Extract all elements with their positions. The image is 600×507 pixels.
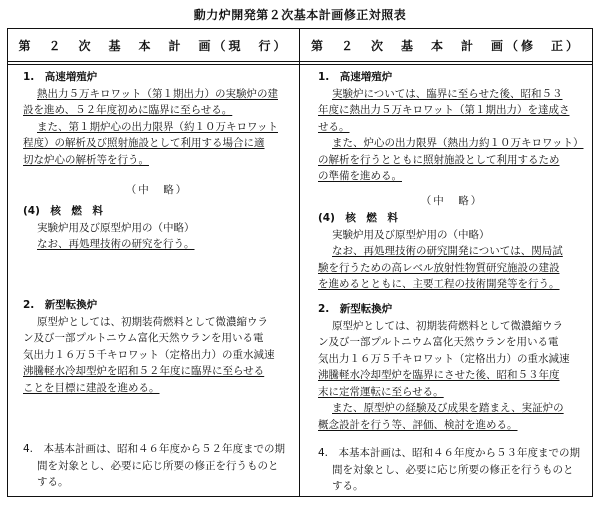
text-line: 4. 本基本計画は、昭和４６年度から５３年度までの期 xyxy=(318,447,581,459)
text-line: なお、再処理技術の研究開発については、関局試 xyxy=(332,245,563,257)
text-line: 年度に熱出力５万キロワット（第１期出力）を達成さ xyxy=(318,104,570,116)
header-current-plan: 第 ２ 次 基 本 計 画（現 行） xyxy=(18,39,289,53)
document-title: 動力炉開発第２次基本計画修正対照表 xyxy=(193,8,407,22)
text-line: また、炉心の出力限界（熱出力約１０万キロワット） xyxy=(332,137,584,149)
text-line: ことを目標に建設を進める。 xyxy=(23,381,160,394)
text-line: 原型炉としては、初期装荷燃料として微濃縮ウラ xyxy=(332,319,563,332)
right-omission-marker: （中 略） xyxy=(420,195,484,207)
left-section-nuclear-fuel xyxy=(23,203,291,253)
text-line: ン及び一部プルトニウム富化天然ウランを用いる電 xyxy=(318,336,559,348)
header-divider xyxy=(8,61,592,65)
section-heading: 1. 高速増殖炉 xyxy=(23,71,98,83)
text-line: 気出力１６万５千キロワット（定格出力）の重水減速 xyxy=(23,348,275,361)
section-heading: (4) 核 燃 料 xyxy=(318,212,398,224)
left-section-fast-breeder xyxy=(23,69,291,168)
text-line: 実験炉用及び原型炉用の（中略） xyxy=(332,228,490,241)
text-line: 沸騰軽水冷却型炉を臨界にさせた後、昭和５３年度 xyxy=(318,369,560,381)
section-heading: 2. 新型転換炉 xyxy=(318,303,393,315)
section-heading: 1. 高速増殖炉 xyxy=(318,71,393,83)
text-line: 熱出力５万キロワット（第１期出力）の実験炉の建 xyxy=(37,87,278,100)
text-line: 4. 本基本計画は、昭和４６年度から５２年度までの期 xyxy=(23,443,286,455)
text-line: また、第１期炉心の出力限界（約１０万キロワット xyxy=(37,120,278,133)
text-line: の解析を行うとともに照射施設として利用するため xyxy=(318,153,560,166)
text-line: 程度）の解析及び照射施設として利用する場合に適 xyxy=(23,137,265,149)
right-section-atr xyxy=(318,301,586,433)
comparison-table xyxy=(7,28,593,497)
text-line: なお、再処理技術の研究を行う。 xyxy=(37,238,195,250)
left-section-plan-period xyxy=(23,441,291,491)
section-heading: (4) 核 燃 料 xyxy=(23,205,103,217)
text-line: の準備を進める。 xyxy=(318,170,402,182)
header-revised-plan: 第 ２ 次 基 本 計 画（修 正） xyxy=(310,39,581,53)
text-line: 実験炉用及び原型炉用の（中略） xyxy=(37,221,195,234)
text-line: を進めるとともに、主要工程の技術開発等を行う。 xyxy=(318,278,560,290)
text-line: また、原型炉の経験及び成果を踏まえ、実証炉の xyxy=(332,402,564,414)
text-line: せる。 xyxy=(318,120,350,133)
text-line: 間を対象とし、必要に応じ所要の修正を行うものと xyxy=(332,463,574,476)
right-section-nuclear-fuel xyxy=(318,210,586,293)
left-omission-marker: （中 略） xyxy=(125,184,189,196)
left-section-atr xyxy=(23,297,291,396)
text-line: する。 xyxy=(332,480,364,492)
section-heading: 2. 新型転換炉 xyxy=(23,299,98,311)
text-line: 気出力１６万５千キロワット（定格出力）の重水減速 xyxy=(318,352,570,365)
text-line: 切な炉心の解析等を行う。 xyxy=(23,153,149,166)
text-line: する。 xyxy=(37,476,69,488)
text-line: ン及び一部プルトニウム富化天然ウランを用いる電 xyxy=(23,332,264,344)
right-section-plan-period xyxy=(318,445,586,495)
text-line: 実験炉については、臨界に至らせた後、昭和５３ xyxy=(332,87,563,100)
text-line: 設を進め、５２年度初めに臨界に至らせる。 xyxy=(23,104,233,116)
right-section-fast-breeder xyxy=(318,69,586,185)
column-divider xyxy=(299,29,300,496)
text-line: 間を対象とし、必要に応じ所要の修正を行うものと xyxy=(37,459,279,472)
text-line: 沸騰軽水冷却型炉を昭和５２年度に臨界に至らせる xyxy=(23,365,265,377)
text-line: 原型炉としては、初期装荷燃料として微濃縮ウラ xyxy=(37,315,268,328)
text-line: 概念設計を行う等、評価、検討を進める。 xyxy=(318,418,518,431)
text-line: 験を行うための高レベル放射性物質研究施設の建設 xyxy=(318,261,560,274)
text-line: 末に定常運転に至らせる。 xyxy=(318,385,444,398)
